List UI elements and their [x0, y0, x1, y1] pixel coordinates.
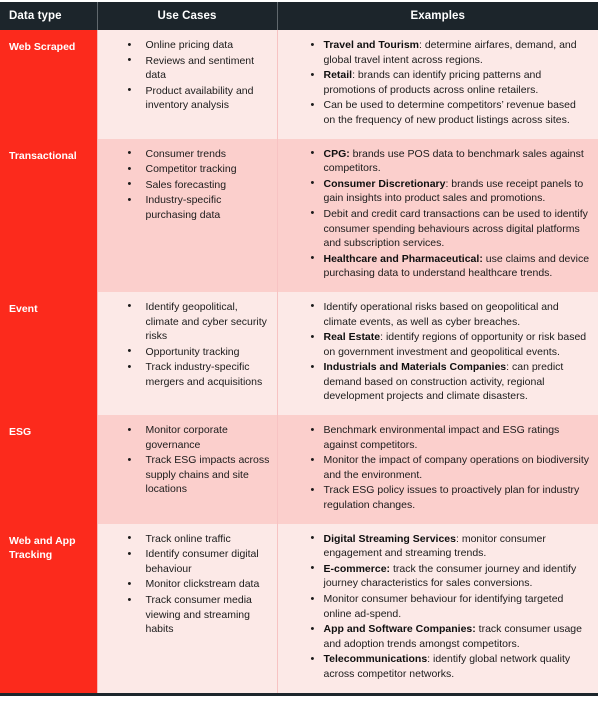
example-item: • Track ESG policy issues to proactively plan for industry regulation changes. [278, 483, 591, 512]
use-cases-list [98, 147, 271, 223]
example-lead: Retail [323, 69, 353, 82]
cell-examples [277, 139, 598, 292]
cell-use-cases [97, 415, 277, 524]
examples-list [278, 300, 591, 404]
cell-examples [277, 524, 598, 694]
use-case-item: • Track ESG impacts across supply chains and site locations [98, 453, 271, 497]
example-item: • Real Estate: identify regions of opportunity or risk based on government investment and geopolitical events. [278, 330, 591, 359]
examples-list [278, 423, 591, 513]
example-lead: Telecommunications [323, 653, 428, 666]
example-lead: Healthcare and Pharmaceutical: [323, 252, 483, 265]
example-lead: E-commerce: [323, 562, 391, 575]
examples-list [278, 38, 591, 128]
use-case-item: • Reviews and sentiment data [98, 54, 271, 83]
example-item: • CPG: brands use POS data to benchmark sales against competitors. [278, 147, 591, 176]
cell-use-cases [97, 139, 277, 292]
example-lead: Industrials and Materials Companies [323, 361, 507, 374]
example-item: • Industrials and Materials Companies: can predict demand based on construction activity, regional development projects and climate disasters. [278, 360, 591, 404]
table-row [0, 415, 598, 524]
example-item: • Monitor consumer behaviour for identifying targeted online ad-spend. [278, 592, 591, 621]
example-lead: Real Estate [323, 331, 381, 344]
column-header-examples: Examples [277, 2, 598, 30]
use-case-item: • Competitor tracking [98, 162, 271, 177]
cell-data-type: Web and App Tracking [0, 524, 97, 694]
example-item: • Consumer Discretionary: brands use receipt panels to gain insights into product sales and promotions. [278, 177, 591, 206]
table-row [0, 139, 598, 292]
example-item: • App and Software Companies: track consumer usage and adoption trends amongst competitors. [278, 622, 591, 651]
use-case-item: • Product availability and inventory analysis [98, 84, 271, 113]
use-case-item: • Monitor corporate governance [98, 423, 271, 452]
table-row [0, 30, 598, 139]
cell-use-cases [97, 30, 277, 139]
column-header-use-cases: Use Cases [97, 2, 277, 30]
use-case-item: • Track industry-specific mergers and acquisitions [98, 360, 271, 389]
example-item: • Benchmark environmental impact and ESG ratings against competitors. [278, 423, 591, 452]
example-item: • Debit and credit card transactions can be used to identify consumer spending behaviours across digital platforms and subscription services. [278, 207, 591, 251]
table-body [0, 30, 598, 694]
column-header-data-type: Data type [0, 2, 97, 30]
example-item: • Travel and Tourism: determine airfares, demand, and global travel intent across regions. [278, 38, 591, 67]
example-item: • Telecommunications: identify global network quality across competitor networks. [278, 652, 591, 681]
example-item: • Identify operational risks based on geopolitical and climate events, as well as cyber breaches. [278, 300, 591, 329]
cell-data-type: Event [0, 292, 97, 415]
use-case-item: • Track consumer media viewing and streaming habits [98, 593, 271, 637]
use-case-item: • Monitor clickstream data [98, 577, 271, 592]
data-type-use-cases-table [0, 2, 598, 696]
use-case-item: • Track online traffic [98, 532, 271, 547]
example-lead: Digital Streaming Services [323, 532, 456, 545]
examples-list [278, 147, 591, 281]
example-item: • E-commerce: track the consumer journey and identify journey characteristics for sales conversions. [278, 562, 591, 591]
use-cases-list [98, 423, 271, 497]
cell-examples [277, 30, 598, 139]
table-header [0, 2, 598, 30]
table-row [0, 292, 598, 415]
table-row [0, 524, 598, 694]
example-lead: App and Software Companies: [323, 623, 476, 636]
cell-data-type: ESG [0, 415, 97, 524]
examples-list [278, 532, 591, 682]
example-lead: Travel and Tourism [323, 39, 419, 51]
use-cases-list [98, 532, 271, 637]
use-case-item: • Industry-specific purchasing data [98, 193, 271, 222]
example-item: • Can be used to determine competitors’ revenue based on the frequency of new product listings across sites. [278, 98, 591, 127]
header-row [0, 2, 598, 30]
cell-examples [277, 415, 598, 524]
example-item: • Digital Streaming Services: monitor consumer engagement and streaming trends. [278, 532, 591, 561]
use-cases-list [98, 38, 271, 113]
use-case-item: • Online pricing data [98, 38, 271, 53]
use-case-item: • Opportunity tracking [98, 345, 271, 360]
example-lead: CPG: [323, 147, 350, 160]
use-case-item: • Identify geopolitical, climate and cyber security risks [98, 300, 271, 344]
cell-data-type: Web Scraped [0, 30, 97, 139]
example-item: • Monitor the impact of company operations on biodiversity and the environment. [278, 453, 591, 482]
example-lead: Consumer Discretionary [323, 177, 446, 190]
use-case-item: • Sales forecasting [98, 178, 271, 193]
example-item: • Healthcare and Pharmaceutical: use claims and device purchasing data to understand healthcare trends. [278, 252, 591, 281]
use-case-item: • Identify consumer digital behaviour [98, 547, 271, 576]
use-cases-list [98, 300, 271, 390]
use-case-item: • Consumer trends [98, 147, 271, 162]
cell-examples [277, 292, 598, 415]
cell-use-cases [97, 524, 277, 694]
example-item: • Retail: brands can identify pricing patterns and promotions of products across online retailers. [278, 68, 591, 97]
cell-data-type: Transactional [0, 139, 97, 292]
cell-use-cases [97, 292, 277, 415]
